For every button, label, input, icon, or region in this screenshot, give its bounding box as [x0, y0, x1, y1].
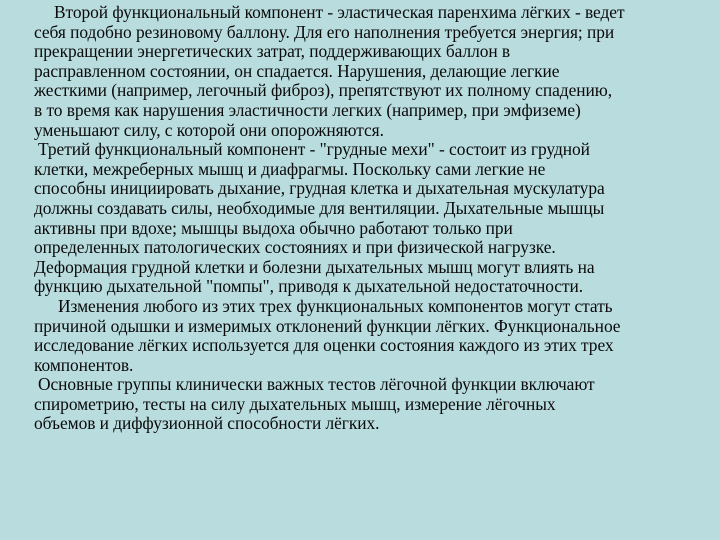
text-line: Третий функциональный компонент - "грудные мехи" - состоит из грудной	[38, 139, 590, 160]
text-line: уменьшают силу, с которой они опорожняются.	[34, 119, 384, 140]
text-line: функцию дыхательной "помпы", приводя к дыхательной недостаточности.	[34, 276, 584, 297]
paragraph-changes	[34, 297, 718, 375]
paragraph-elastic-parenchyma	[34, 3, 718, 140]
text-line: Деформация грудной клетки и болезни дыхательных мышц могут влиять на	[34, 256, 595, 277]
text-line: активны при вдохе; мышцы выдоха обычно работают только при	[34, 217, 513, 238]
text-line: исследование лёгких используется для оценки состояния каждого из этих трех	[34, 335, 614, 356]
text-line: Второй функциональный компонент - эластическая паренхима лёгких - ведет	[54, 2, 625, 22]
text-line: объемов и диффузионной способности лёгких.	[34, 413, 380, 434]
text-line: Основные группы клинически важных тестов лёгочной функции включают	[38, 374, 595, 395]
text-line: определенных патологических состояниях и при физической нагрузке.	[34, 237, 556, 258]
text-line: способны инициировать дыхание, грудная клетка и дыхательная мускулатура	[34, 178, 605, 199]
text-line: причиной одышки и измеримых отклонений функции лёгких. Функциональное	[34, 315, 621, 336]
body-text	[34, 3, 718, 434]
text-line: должны создавать силы, необходимые для вентиляции. Дыхательные мышцы	[34, 197, 605, 218]
text-line: расправленном состоянии, он спадается. Нарушения, делающие легкие	[34, 60, 560, 81]
text-line: в то время как нарушения эластичности легких (например, при эмфиземе)	[34, 99, 581, 120]
text-line: компонентов.	[34, 354, 134, 375]
text-line: клетки, межреберных мышц и диафрагмы. Поскольку сами легкие не	[34, 158, 546, 179]
text-line: спирометрию, тесты на силу дыхательных мышц, измерение лёгочных	[34, 393, 556, 414]
text-line: прекращении энергетических затрат, поддерживающих баллон в	[34, 41, 511, 62]
paragraph-chest-bellows	[34, 140, 718, 297]
text-line: жесткими (например, легочный фиброз), препятствуют их полному спадению,	[34, 80, 612, 101]
text-line: себя подобно резиновому баллону. Для его наполнения требуется энергия; при	[34, 21, 615, 42]
text-line: Изменения любого из этих трех функциональных компонентов могут стать	[58, 295, 613, 316]
paragraph-test-groups	[34, 375, 718, 434]
